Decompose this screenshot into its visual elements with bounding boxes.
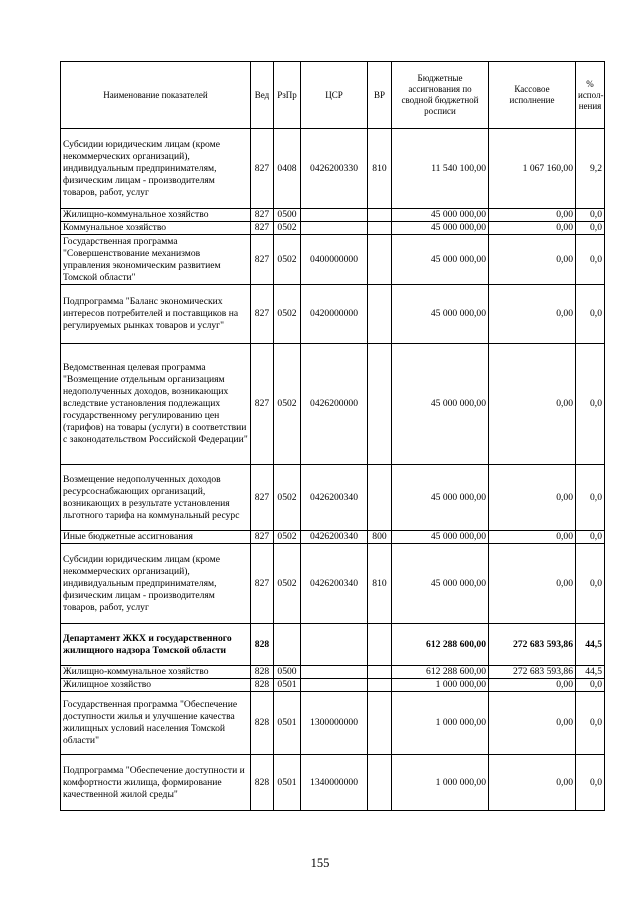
cell-csr bbox=[301, 679, 368, 692]
cell-ved: 827 bbox=[251, 285, 274, 344]
cell-name: Государственная программа "Совершенствование механизмов управления экономическим развитием Томской области" bbox=[61, 235, 251, 285]
cell-assignments: 45 000 000,00 bbox=[392, 531, 489, 544]
cell-csr: 0426200340 bbox=[301, 544, 368, 624]
cell-assignments: 45 000 000,00 bbox=[392, 235, 489, 285]
cell-cash-execution: 0,00 bbox=[489, 222, 576, 235]
cell-name: Департамент ЖКХ и государственного жилищного надзора Томской области bbox=[61, 624, 251, 666]
cell-rzpr: 0408 bbox=[274, 129, 301, 209]
cell-csr bbox=[301, 666, 368, 679]
cell-vr bbox=[368, 679, 392, 692]
cell-cash-execution: 0,00 bbox=[489, 465, 576, 531]
cell-percent: 0,0 bbox=[576, 692, 605, 755]
cell-name: Субсидии юридическим лицам (кроме некоммерческих организаций), индивидуальным предпринимателям, физическим лицам - производителям товаров, работ, услуг bbox=[61, 544, 251, 624]
cell-name: Жилищно-коммунальное хозяйство bbox=[61, 209, 251, 222]
cell-name: Иные бюджетные ассигнования bbox=[61, 531, 251, 544]
cell-cash-execution: 1 067 160,00 bbox=[489, 129, 576, 209]
cell-rzpr: 0502 bbox=[274, 544, 301, 624]
header-csr: ЦСР bbox=[301, 62, 368, 129]
table-header-row bbox=[61, 62, 605, 129]
cell-cash-execution: 0,00 bbox=[489, 679, 576, 692]
cell-csr bbox=[301, 209, 368, 222]
cell-csr: 0426200330 bbox=[301, 129, 368, 209]
cell-rzpr: 0502 bbox=[274, 235, 301, 285]
cell-vr bbox=[368, 465, 392, 531]
table-row bbox=[61, 222, 605, 235]
header-cash-execution: Кассовое исполнение bbox=[489, 62, 576, 129]
cell-vr: 810 bbox=[368, 129, 392, 209]
cell-assignments: 612 288 600,00 bbox=[392, 624, 489, 666]
cell-ved: 827 bbox=[251, 129, 274, 209]
cell-name: Подпрограмма "Баланс экономических интересов потребителей и поставщиков на регулируемых рынках товаров и услуг" bbox=[61, 285, 251, 344]
cell-vr: 810 bbox=[368, 544, 392, 624]
cell-percent: 9,2 bbox=[576, 129, 605, 209]
cell-percent: 0,0 bbox=[576, 285, 605, 344]
cell-ved: 827 bbox=[251, 465, 274, 531]
cell-percent: 44,5 bbox=[576, 666, 605, 679]
cell-assignments: 45 000 000,00 bbox=[392, 285, 489, 344]
cell-percent: 0,0 bbox=[576, 531, 605, 544]
cell-csr bbox=[301, 222, 368, 235]
cell-ved: 828 bbox=[251, 692, 274, 755]
cell-cash-execution: 0,00 bbox=[489, 531, 576, 544]
cell-ved: 827 bbox=[251, 209, 274, 222]
table-row bbox=[61, 666, 605, 679]
budget-execution-table bbox=[60, 61, 605, 811]
cell-percent: 0,0 bbox=[576, 222, 605, 235]
cell-rzpr: 0502 bbox=[274, 344, 301, 465]
cell-vr bbox=[368, 344, 392, 465]
cell-rzpr bbox=[274, 624, 301, 666]
cell-rzpr: 0502 bbox=[274, 285, 301, 344]
cell-percent: 0,0 bbox=[576, 544, 605, 624]
cell-percent: 0,0 bbox=[576, 755, 605, 811]
table-body bbox=[61, 129, 605, 811]
cell-assignments: 11 540 100,00 bbox=[392, 129, 489, 209]
cell-percent: 44,5 bbox=[576, 624, 605, 666]
cell-csr: 0426200000 bbox=[301, 344, 368, 465]
table-row bbox=[61, 544, 605, 624]
cell-csr: 0426200340 bbox=[301, 531, 368, 544]
cell-ved: 828 bbox=[251, 755, 274, 811]
table-row bbox=[61, 755, 605, 811]
cell-cash-execution: 0,00 bbox=[489, 755, 576, 811]
cell-percent: 0,0 bbox=[576, 344, 605, 465]
cell-cash-execution: 272 683 593,86 bbox=[489, 666, 576, 679]
cell-assignments: 45 000 000,00 bbox=[392, 222, 489, 235]
cell-name: Подпрограмма "Обеспечение доступности и комфортности жилища, формирование качественной жилой среды" bbox=[61, 755, 251, 811]
cell-name: Государственная программа "Обеспечение доступности жилья и улучшение качества жилищных условий населения Томской области" bbox=[61, 692, 251, 755]
cell-percent: 0,0 bbox=[576, 465, 605, 531]
cell-percent: 0,0 bbox=[576, 235, 605, 285]
cell-vr bbox=[368, 222, 392, 235]
cell-rzpr: 0501 bbox=[274, 755, 301, 811]
cell-percent: 0,0 bbox=[576, 679, 605, 692]
header-ved: Вед bbox=[251, 62, 274, 129]
cell-assignments: 45 000 000,00 bbox=[392, 209, 489, 222]
cell-rzpr: 0501 bbox=[274, 679, 301, 692]
cell-assignments: 1 000 000,00 bbox=[392, 692, 489, 755]
table-row bbox=[61, 129, 605, 209]
cell-name: Ведомственная целевая программа "Возмещение отдельным организациям недополученных доходов, возникающих вследствие установления подлежащих государственному регулированию цен (тарифов) на товары (услуги) в соответствии с законодательством Российской Федерации" bbox=[61, 344, 251, 465]
cell-cash-execution: 0,00 bbox=[489, 544, 576, 624]
cell-cash-execution: 0,00 bbox=[489, 209, 576, 222]
cell-assignments: 45 000 000,00 bbox=[392, 344, 489, 465]
cell-vr bbox=[368, 755, 392, 811]
header-name: Наименование показателей bbox=[61, 62, 251, 129]
table-row bbox=[61, 285, 605, 344]
table-row bbox=[61, 679, 605, 692]
cell-csr: 1300000000 bbox=[301, 692, 368, 755]
cell-name: Возмещение недополученных доходов ресурсоснабжающих организаций, возникающих в результате установления льготного тарифа на коммунальный ресурс bbox=[61, 465, 251, 531]
cell-percent: 0,0 bbox=[576, 209, 605, 222]
cell-rzpr: 0502 bbox=[274, 531, 301, 544]
page-number: 155 bbox=[310, 856, 330, 870]
table-row bbox=[61, 344, 605, 465]
cell-ved: 828 bbox=[251, 624, 274, 666]
cell-vr bbox=[368, 235, 392, 285]
cell-name: Жилищное хозяйство bbox=[61, 679, 251, 692]
cell-ved: 827 bbox=[251, 222, 274, 235]
cell-rzpr: 0502 bbox=[274, 222, 301, 235]
cell-cash-execution: 0,00 bbox=[489, 344, 576, 465]
cell-cash-execution: 272 683 593,86 bbox=[489, 624, 576, 666]
cell-ved: 827 bbox=[251, 235, 274, 285]
header-percent: % испол-нения bbox=[576, 62, 605, 129]
cell-rzpr: 0502 bbox=[274, 465, 301, 531]
cell-rzpr: 0500 bbox=[274, 209, 301, 222]
cell-csr: 0400000000 bbox=[301, 235, 368, 285]
table-row bbox=[61, 624, 605, 666]
cell-assignments: 45 000 000,00 bbox=[392, 544, 489, 624]
header-rzpr: РзПр bbox=[274, 62, 301, 129]
header-assignments: Бюджетные ассигнования по сводной бюджетной росписи bbox=[392, 62, 489, 129]
cell-vr bbox=[368, 624, 392, 666]
table-row bbox=[61, 235, 605, 285]
cell-csr: 0426200340 bbox=[301, 465, 368, 531]
cell-ved: 827 bbox=[251, 544, 274, 624]
cell-name: Субсидии юридическим лицам (кроме некоммерческих организаций), индивидуальным предпринимателям, физическим лицам - производителям товаров, работ, услуг bbox=[61, 129, 251, 209]
cell-rzpr: 0501 bbox=[274, 692, 301, 755]
cell-csr: 1340000000 bbox=[301, 755, 368, 811]
cell-name: Коммунальное хозяйство bbox=[61, 222, 251, 235]
cell-name: Жилищно-коммунальное хозяйство bbox=[61, 666, 251, 679]
table-row bbox=[61, 465, 605, 531]
cell-vr: 800 bbox=[368, 531, 392, 544]
cell-ved: 827 bbox=[251, 344, 274, 465]
cell-ved: 827 bbox=[251, 531, 274, 544]
cell-assignments: 1 000 000,00 bbox=[392, 755, 489, 811]
cell-csr: 0420000000 bbox=[301, 285, 368, 344]
cell-vr bbox=[368, 666, 392, 679]
table-row bbox=[61, 692, 605, 755]
cell-vr bbox=[368, 692, 392, 755]
table-row bbox=[61, 209, 605, 222]
cell-csr bbox=[301, 624, 368, 666]
table-row bbox=[61, 531, 605, 544]
cell-vr bbox=[368, 285, 392, 344]
cell-assignments: 612 288 600,00 bbox=[392, 666, 489, 679]
cell-rzpr: 0500 bbox=[274, 666, 301, 679]
cell-ved: 828 bbox=[251, 679, 274, 692]
cell-ved: 828 bbox=[251, 666, 274, 679]
header-vr: ВР bbox=[368, 62, 392, 129]
cell-cash-execution: 0,00 bbox=[489, 692, 576, 755]
cell-vr bbox=[368, 209, 392, 222]
cell-cash-execution: 0,00 bbox=[489, 285, 576, 344]
cell-assignments: 45 000 000,00 bbox=[392, 465, 489, 531]
cell-assignments: 1 000 000,00 bbox=[392, 679, 489, 692]
cell-cash-execution: 0,00 bbox=[489, 235, 576, 285]
